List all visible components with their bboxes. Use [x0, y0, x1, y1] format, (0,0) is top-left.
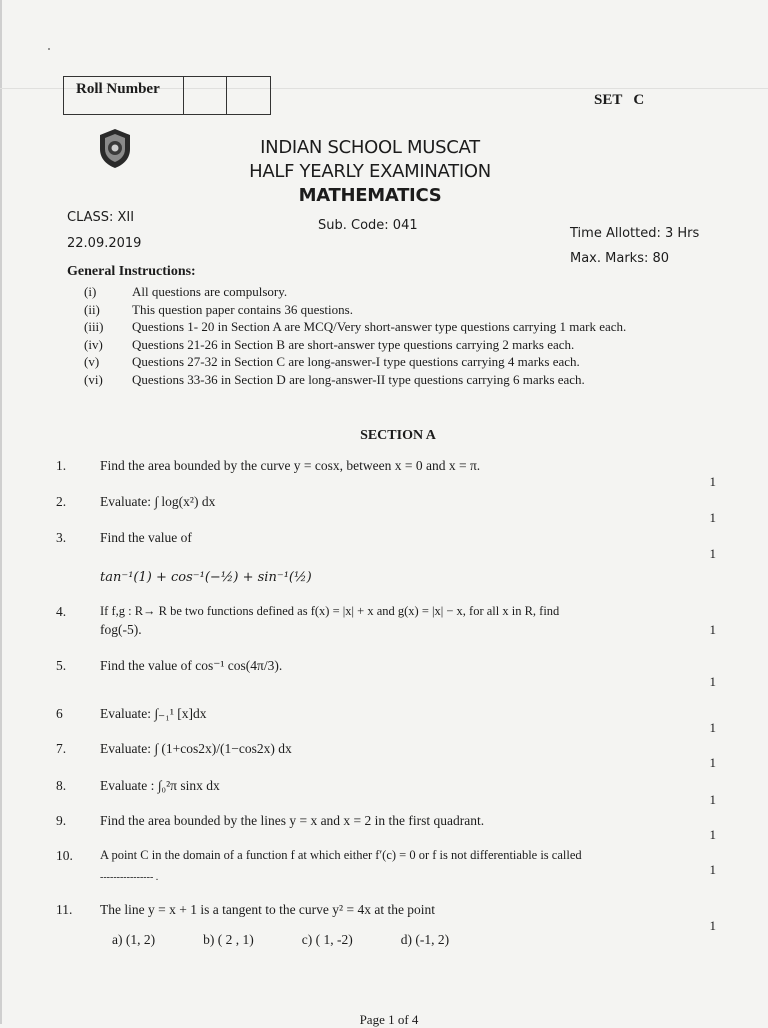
- question-item: [56, 741, 716, 771]
- set-label: SET C: [594, 92, 645, 108]
- question-marks: 1: [709, 720, 716, 735]
- instructions-title: General Instructions:: [67, 264, 196, 279]
- roll-number-box: [63, 76, 271, 115]
- question-number: 5.: [56, 658, 67, 673]
- max-marks: Max. Marks: 80: [570, 251, 670, 266]
- page-edge: [0, 0, 2, 1024]
- question-item: [56, 902, 716, 932]
- question-number: 3.: [56, 530, 67, 545]
- roll-number-label: Roll Number: [64, 77, 184, 114]
- question-number: 10.: [56, 848, 73, 863]
- time-allotted: Time Allotted: 3 Hrs: [570, 226, 700, 241]
- question-text: Find the value of cos⁻¹ cos(4π/3).: [100, 658, 283, 673]
- instruction-text: Questions 1- 20 in Section A are MCQ/Very short-answer type questions carrying 1 mark each.: [132, 319, 627, 334]
- question-item: [56, 458, 716, 488]
- question-item: [56, 530, 716, 596]
- question-marks: 1: [709, 918, 716, 933]
- question-item: [56, 778, 716, 808]
- roll-number-cell: [227, 77, 270, 114]
- question-number: 4.: [56, 604, 67, 619]
- instruction-item: [84, 371, 724, 389]
- question-number: 6: [56, 706, 63, 721]
- option-d: d) (-1, 2): [400, 932, 450, 947]
- question-marks: 1: [709, 546, 716, 561]
- page-footer: Page 1 of 4: [359, 1012, 419, 1027]
- question-text: The line y = x + 1 is a tangent to the curve y² = 4x at the point: [100, 902, 436, 917]
- instructions-list: [84, 283, 724, 388]
- question-number: 8.: [56, 778, 67, 793]
- instruction-num: (iv): [84, 336, 103, 352]
- instruction-text: Questions 33-36 in Section D are long-answer-II type questions carrying 6 marks each.: [132, 371, 585, 387]
- question-blank: ---------------- .: [100, 872, 159, 883]
- option-c: c) ( 1, -2): [301, 932, 353, 947]
- question-number: 7.: [56, 741, 67, 756]
- instruction-num: (v): [84, 354, 100, 369]
- question-marks: 1: [709, 862, 716, 877]
- question-text: Evaluate: ∫ (1+cos2x)/(1−cos2x) dx: [100, 741, 292, 756]
- roll-number-cell: [184, 77, 228, 114]
- question-number: 2.: [56, 494, 67, 509]
- question-continuation: fog(-5).: [100, 622, 142, 637]
- question-marks: 1: [709, 674, 716, 689]
- instruction-text: Questions 27-32 in Section C are long-answer-I type questions carrying 4 marks each.: [132, 354, 580, 369]
- section-heading: SECTION A: [360, 428, 436, 443]
- school-logo-icon: [96, 127, 134, 169]
- question-text: Evaluate: ∫₋₁¹ [x]dx: [100, 706, 207, 721]
- question-marks: 1: [709, 622, 716, 637]
- class-label: CLASS: XII: [67, 210, 135, 225]
- instruction-item: [84, 283, 724, 301]
- instruction-text: All questions are compulsory.: [132, 284, 288, 299]
- question-marks: 1: [709, 792, 716, 807]
- instruction-text: Questions 21-26 in Section B are short-answer type questions carrying 2 marks each.: [132, 336, 575, 352]
- scan-dot: [48, 48, 50, 50]
- exam-name: HALF YEARLY EXAMINATION: [249, 161, 491, 182]
- subject-code: Sub. Code: 041: [318, 218, 418, 233]
- question-expression: tan⁻¹(1) + cos⁻¹(−½) + sin⁻¹(½): [100, 570, 312, 585]
- answer-options: [112, 932, 497, 948]
- question-item: [56, 813, 716, 843]
- instruction-num: (iii): [84, 319, 104, 334]
- instruction-num: (ii): [84, 301, 100, 317]
- question-number: 9.: [56, 813, 67, 828]
- option-a: a) (1, 2): [112, 932, 156, 947]
- instruction-num: (vi): [84, 371, 103, 387]
- question-text: Find the area bounded by the lines y = x and x = 2 in the first quadrant.: [100, 813, 485, 828]
- instruction-item: [84, 353, 724, 371]
- question-text: Evaluate: ∫ log(x²) dx: [100, 494, 216, 509]
- instruction-item: [84, 301, 724, 319]
- option-b: b) ( 2 , 1): [203, 932, 254, 947]
- question-item: [56, 706, 716, 736]
- question-number: 11.: [56, 902, 73, 917]
- question-text: Evaluate : ∫₀²π sinx dx: [100, 778, 220, 793]
- question-text: If f,g : R→ R be two functions defined as f(x) = |x| + x and g(x) = |x| − x, for all x in R, find: [100, 604, 560, 618]
- title-block: [200, 136, 540, 208]
- question-item: [56, 494, 716, 524]
- question-text: Find the value of: [100, 530, 192, 545]
- question-item: [56, 848, 716, 892]
- exam-date: 22.09.2019: [67, 236, 142, 251]
- subject-name: MATHEMATICS: [298, 185, 442, 206]
- question-marks: 1: [709, 827, 716, 842]
- question-marks: 1: [709, 755, 716, 770]
- question-item: [56, 658, 716, 688]
- question-item: [56, 604, 716, 644]
- question-marks: 1: [709, 510, 716, 525]
- question-text: Find the area bounded by the curve y = cosx, between x = 0 and x = π.: [100, 458, 481, 473]
- instruction-item: [84, 336, 724, 354]
- question-marks: 1: [709, 474, 716, 489]
- question-number: 1.: [56, 458, 67, 473]
- instruction-num: (i): [84, 284, 97, 299]
- school-name: INDIAN SCHOOL MUSCAT: [260, 137, 480, 158]
- question-text: A point C in the domain of a function f at which either f′(c) = 0 or f is not differentiable is called: [100, 848, 582, 862]
- instruction-text: This question paper contains 36 questions.: [132, 301, 353, 317]
- instruction-item: [84, 318, 724, 336]
